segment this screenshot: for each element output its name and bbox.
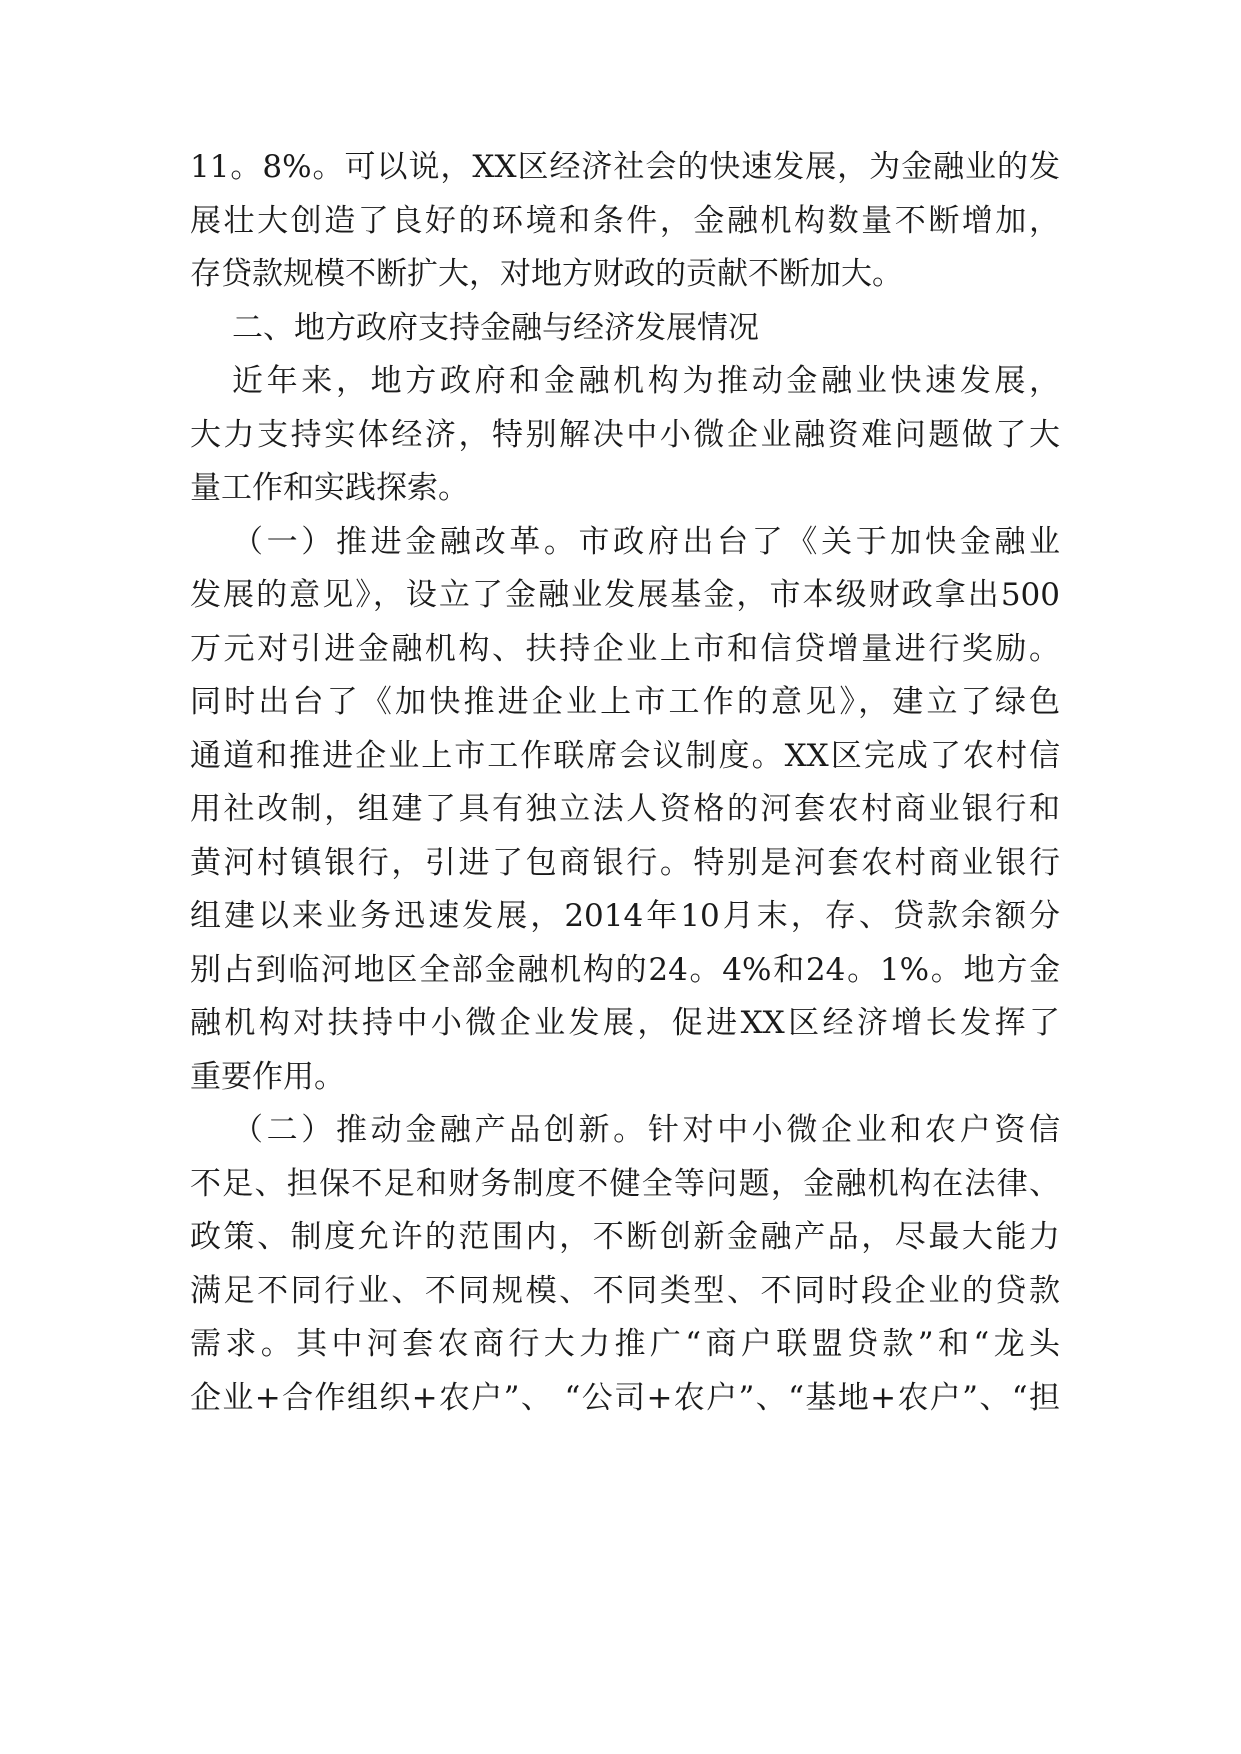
text-line: 存贷款规模不断扩大，对地方财政的贡献不断加大。 <box>190 256 903 292</box>
text-line: 用社改制，组建了具有独立法人资格的河套农村商业银行和 <box>190 791 1060 827</box>
subsection-heading: （二）推动金融产品创新。针对中小微企业和农户资信 <box>232 1112 1060 1148</box>
text-line: 通道和推进企业上市工作联席会议制度。XX区完成了农村信 <box>190 738 1060 774</box>
text-line: 万元对引进金融机构、扶持企业上市和信贷增量进行奖励。 <box>190 631 1060 667</box>
text-line: 展壮大创造了良好的环境和条件，金融机构数量不断增加， <box>190 203 1060 239</box>
text-line: 近年来，地方政府和金融机构为推动金融业快速发展， <box>232 363 1060 399</box>
text-line: 黄河村镇银行，引进了包商银行。特别是河套农村商业银行 <box>190 845 1060 881</box>
text-line: 大力支持实体经济，特别解决中小微企业融资难问题做了大 <box>190 417 1060 453</box>
text-line: 别占到临河地区全部金融机构的24。4%和24。1%。地方金 <box>190 952 1060 988</box>
text-line: 组建以来业务迅速发展，2014年10月末，存、贷款余额分 <box>190 898 1060 934</box>
section-heading: 二、地方政府支持金融与经济发展情况 <box>232 310 759 346</box>
text-line: 同时出台了《加快推进企业上市工作的意见》，建立了绿色 <box>190 684 1060 720</box>
text-line: 满足不同行业、不同规模、不同类型、不同时段企业的贷款 <box>190 1273 1060 1309</box>
subsection-heading: （一）推进金融改革。市政府出台了《关于加快金融业 <box>232 524 1060 560</box>
text-line: 发展的意见》，设立了金融业发展基金，市本级财政拿出500 <box>190 577 1060 613</box>
text-line: 11。8%。可以说，XX区经济社会的快速发展，为金融业的发 <box>190 149 1060 185</box>
text-line: 融机构对扶持中小微企业发展，促进XX区经济增长发挥了 <box>190 1005 1060 1041</box>
text-line: 企业+合作组织+农户”、 “公司+农户”、“基地+农户”、“担 <box>190 1380 1060 1416</box>
text-line: 量工作和实践探索。 <box>190 470 469 506</box>
text-line: 需求。其中河套农商行大力推广“商户联盟贷款”和“龙头 <box>190 1326 1060 1362</box>
text-line: 不足、担保不足和财务制度不健全等问题，金融机构在法律、 <box>190 1166 1060 1202</box>
text-line: 政策、制度允许的范围内，不断创新金融产品，尽最大能力 <box>190 1219 1060 1255</box>
text-line: 重要作用。 <box>190 1059 345 1095</box>
